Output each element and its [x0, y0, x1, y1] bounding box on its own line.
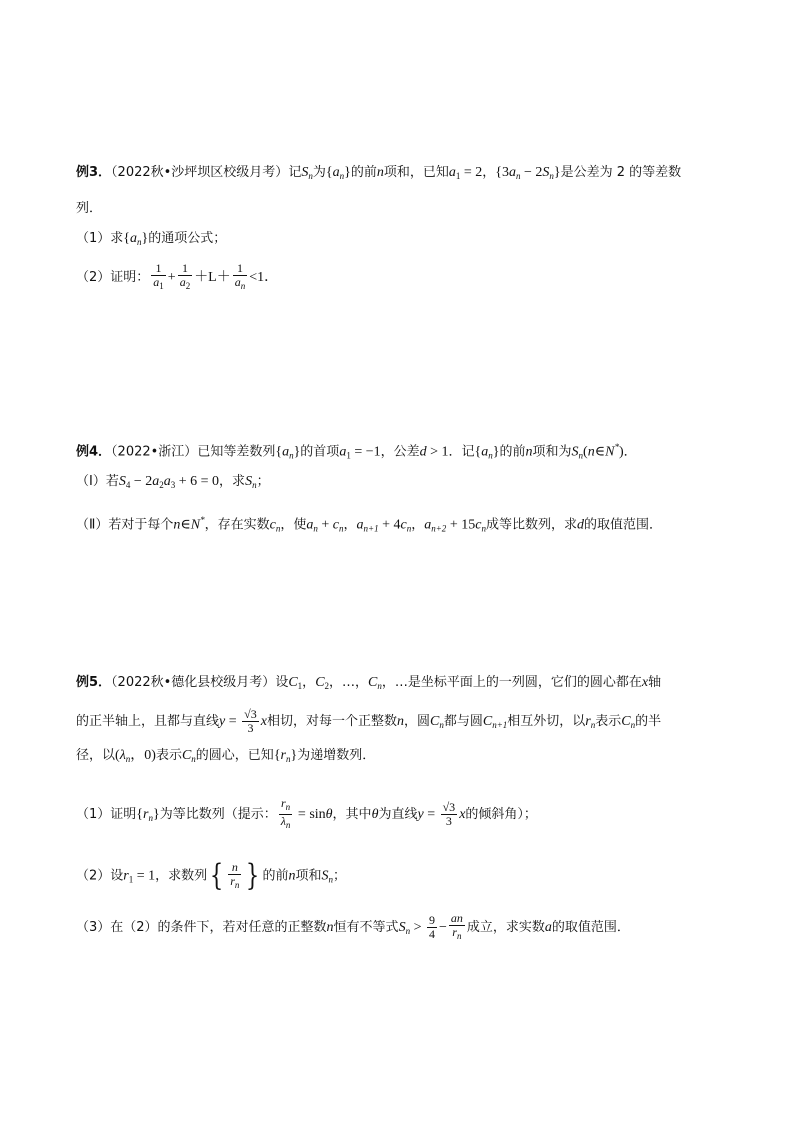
ex5-question3: （3）在（2）的条件下，若对任意的正整数n恒有不等式$S_n$ > $\frac{9}{4}$ − $\frac{an}{r_n}$ 成立，求实数a的取值范围． [76, 911, 630, 941]
ex3-label: 例3． [76, 165, 112, 180]
ex4-source: （2022•浙江） [111, 444, 198, 460]
ex3-line1: 例3．（2022秋•沙坪坝区校级月考）记$S_n$为$\{a_n\}$的前n项和，已知$a_1 = 2$，$\{3a_n - 2S_n\}$是公差为 2 的等差数 [76, 165, 682, 181]
ex3-line2: 列． [76, 201, 103, 216]
ex5-label: 例5． [76, 675, 112, 690]
ex5-source: （2022秋•德化县校级月考） [111, 675, 276, 690]
ex3-question2: （2）证明： $\frac{1}{a_1}$ + $\frac{1}{a_2}$ ＋L＋ $\frac{1}{a_n}$ <1． [76, 261, 279, 291]
ex3-source: （2022秋•沙坪坝区校级月考） [111, 165, 289, 180]
ex4-question2: （Ⅱ）若对于每个n∈N*，存在实数$c_n$，使$a_n + c_n$，$a_{n+1} + 4c_n$，$a_{n+2} + 15c_n$成等比数列，求d的取值范围． [76, 515, 662, 534]
ex5-line1: 例5．（2022秋•德化县校级月考）设$C_1$，$C_2$，…，$C_n$，…是坐标平面上的一列圆，它们的圆心都在x轴 [76, 675, 662, 691]
ex5-question2: （2）设$r_1 = 1$，求数列{ $\frac{n}{r_n}$ } 的前n项和$S_n$； [76, 858, 347, 893]
ex5-line3: 径，以($\lambda_n$，0)表示$C_n$的圆心，已知$\{r_n\}$为递增数列． [76, 748, 376, 764]
ex3-question1: （1）求$\{a_n\}$的通项公式； [76, 231, 227, 247]
ex5-line2: 的正半轴上，且都与直线y = $\frac{√3}{3}$ x相切，对每一个正整数n，圆$C_n$都与圆$C_{n+1}$相互外切，以$r_n$表示$C_n$的半 [76, 707, 662, 735]
ex4-question1: （Ⅰ）若$S_4 - 2a_2a_3 + 6 = 0$，求$S_n$； [76, 474, 270, 490]
ex4-line1: 例4．（2022•浙江）已知等差数列$\{a_n\}$的首项$a_1 = -1$，公差d > 1．记$\{a_n\}$的前n项和为$S_n(n\in N^*)$． [76, 442, 637, 461]
ex5-question1: （1）证明$\{r_n\}$为等比数列（提示： $\frac{r_n}{\lambda_n}$ = sinθ，其中θ为直线y = $\frac{√3}{3}$ x的倾斜角）； [76, 796, 537, 830]
ex4-label: 例4． [76, 444, 112, 460]
